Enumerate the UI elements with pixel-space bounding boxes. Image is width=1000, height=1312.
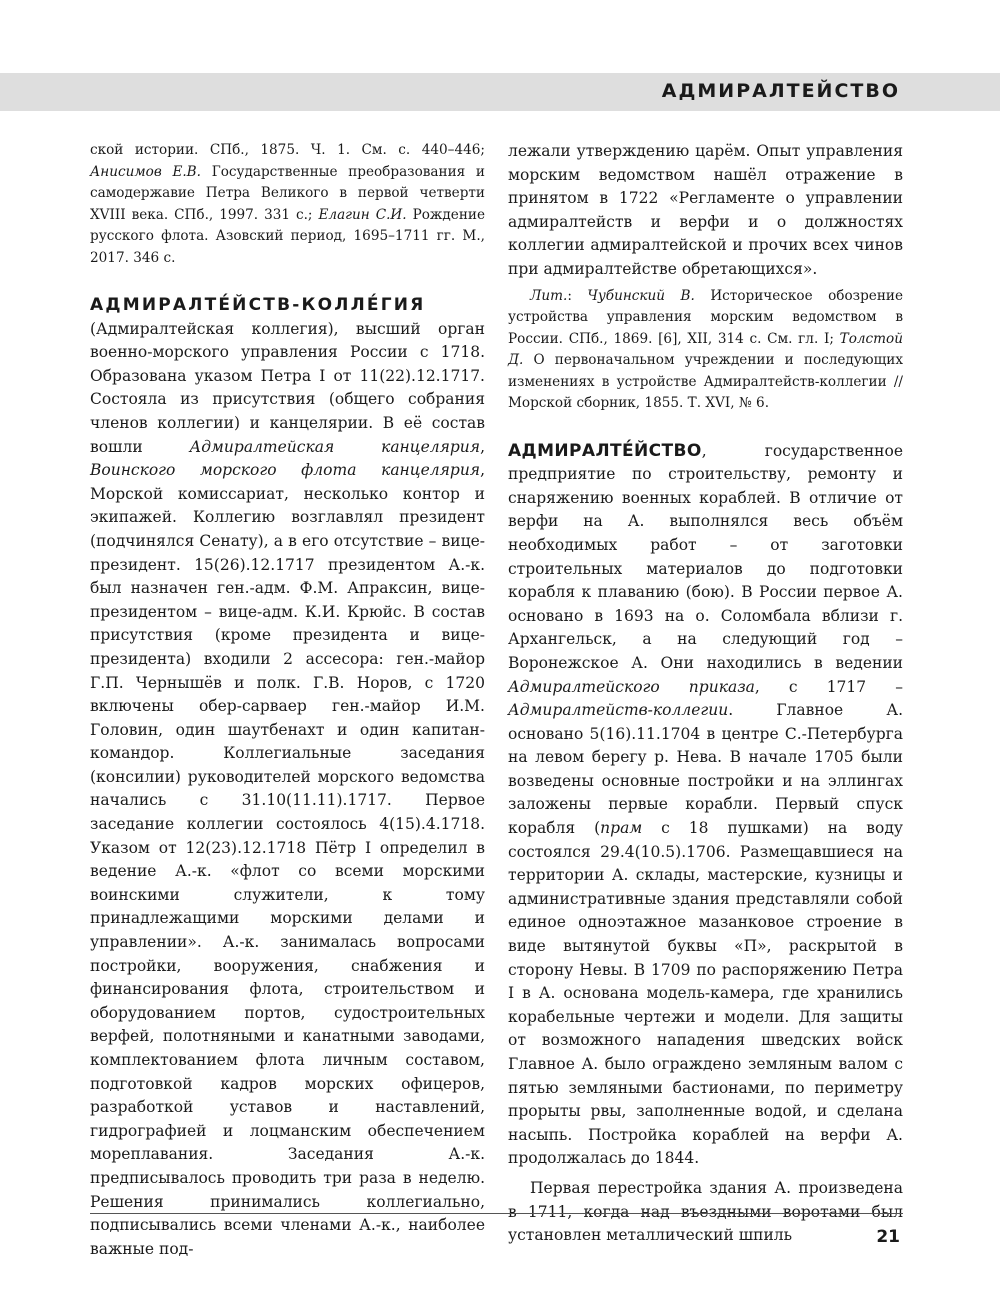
page-number: 21 bbox=[876, 1227, 900, 1247]
cross-reference: Адмиралтейского приказа bbox=[508, 677, 755, 696]
text: , государственное предприятие по строительству, ремонту и снаряжению военных кораблей. В отличие от верфи на А. выполнялся весь объём необходимых работ – от заготовки строительных материалов до подготовки корабля к плаванию (бою). В России первое А. основано в 1693 на о. Соломбала вблизи г. Архангельск, а на следующий год – Воронежское А. Они находились в ведении bbox=[508, 441, 903, 672]
text: Рождение русского флота. Азовский период, 1695–1711 гг. М., 2017. 346 с. bbox=[90, 206, 486, 266]
text: Государственные преобразования и самодержавие Петра Великого в первой четверти XVIII века. СПб., 1997. 331 с.; bbox=[90, 163, 485, 223]
literature-continuation bbox=[90, 140, 485, 269]
entry-headword: АДМИРАЛТЕ́ЙСТВ-КОЛЛЕ́ГИЯ bbox=[90, 295, 426, 315]
right-column bbox=[508, 140, 903, 1248]
entry-paragraph: Первая перестройка здания А. произведена в 1711, когда над въездными воротами был установлен металлический шпиль bbox=[508, 1178, 903, 1245]
literature-list bbox=[508, 286, 903, 415]
text: О первоначальном учреждении и последующих изменениях в устройстве Адмиралтейств-коллегии // Морской сборник, 1855. Т. XVI, № 6. bbox=[508, 352, 903, 412]
text: Историческое обозрение устройства управления морским ведомством в России. СПб., 1869. [6], XII, 314 с. См. гл. I; bbox=[508, 287, 904, 347]
text: . Главное А. основано 5(16).11.1704 в центре С.-Петербурга на левом берегу р. Нева. В начале 1705 были возведены основные постройки и на эллингах заложены первые корабли. Первый спуск корабля ( bbox=[508, 701, 903, 838]
text: с 18 пушками) на воду состоялся 29.4(10.5).1706. Размещавшиеся на территории А. склады, мастерские, кузницы и административные здания представляли собой единое одноэтажное мазанковое строение в виде вытянутой буквы «П», раскрытой в сторону Невы. В 1709 по распоряжению Петра I в А. основана модель-камера, где хранились корабельные чертежи и модели. Для защиты от возможного нападения шведских войск Главное А. было ограждено земляным валом с пятью земляными бастионами, по периметру прорыты рвы, заполненные водой, и сделана насыпь. Постройка кораблей на верфи А. продолжалась до 1844. bbox=[508, 819, 903, 1168]
cross-reference: Адмиралтейств-коллегии bbox=[508, 701, 729, 720]
author-name: Елагин С.И. bbox=[318, 206, 407, 223]
entry-continuation: лежали утверждению царём. Опыт управления морским ведомством нашёл отражение в принятом в 1722 «Регламенте о управлении адмиралтейств и верфи и о должностях коллегии адмиралтейской и прочих всех чинов при адмиралтействе обретающихся». bbox=[508, 142, 903, 278]
text: , bbox=[480, 437, 485, 456]
cross-reference: Воинского морского флота канцелярия bbox=[90, 461, 481, 480]
footer-rule bbox=[90, 1213, 903, 1214]
text: , с 1717 – bbox=[754, 677, 903, 696]
entry-admiralteistv-kollegiya bbox=[90, 294, 485, 1261]
author-name: Анисимов Е.В. bbox=[90, 163, 201, 180]
left-column bbox=[90, 140, 485, 1261]
author-name: Чубинский В. bbox=[587, 287, 695, 304]
literature-label: Лит. bbox=[530, 287, 568, 304]
text: (Адмиралтейская коллегия), высший орган военно-морского управления России с 1718. Образована указом Петра I от 11(22).12.1717. Состояла из присутствия (общего собрания членов коллегии) и канцелярии. В её состав вошли bbox=[90, 319, 485, 456]
author-name: Толстой Д. bbox=[508, 330, 903, 369]
running-head: АДМИРАЛТЕЙСТВО bbox=[661, 80, 900, 102]
term: прам bbox=[600, 819, 643, 838]
entry-admiralteistvo bbox=[508, 440, 903, 1171]
text: , Морской комиссариат, несколько контор и экипажей. Коллегию возглавлял президент (подчинялся Сенату), а в его отсутствие – вице-президент. 15(26).12.1717 президентом А.-к. был назначен ген.-адм. Ф.М. Апраксин, вице-президентом – вице-адм. К.И. Крюйс. В состав присутствия (кроме президента и вице-президента) входили 2 ассесора: ген.-майор Г.П. Чернышёв и полк. Г.В. Норов, с 1720 включены обер-сарваер ген.-майор И.М. Головин, один шаутбенахт и один капитан-командор. Коллегиальные заседания (консилии) руководителей морского ведомства начались с 31.10(11.11).1717. Первое заседание коллегии состоялось 4(15).4.1718. Указом от 12(23).12.1718 Пётр I определил в ведение А.-к. «флот со всеми морскими воинскими служители, к тому принадлежащими морскими делами и управлении». А.-к. занималась вопросами постройки, вооружения, снабжения и финансирования флота, строительством и оборудованием портов, судостроительных верфей, полотняными и канатными заводами, комплектованием флота личным составом, подготовкой кадров морских офицеров, разработкой уставов и наставлений, гидрографией и лоцманским обеспечением мореплавания. Заседания А.-к. предписывалось проводить три раза в неделю. Решения принимались коллегиально, подписывались всеми членами А.-к., наиболее важные под- bbox=[90, 461, 485, 1258]
cross-reference: Адмиралтейская канцелярия bbox=[189, 437, 481, 456]
entry-headword: АДМИРАЛТЕ́ЙСТВО bbox=[508, 440, 702, 461]
text: : bbox=[567, 287, 588, 304]
text: ской истории. СПб., 1875. Ч. 1. См. с. 440–446; bbox=[90, 142, 485, 158]
